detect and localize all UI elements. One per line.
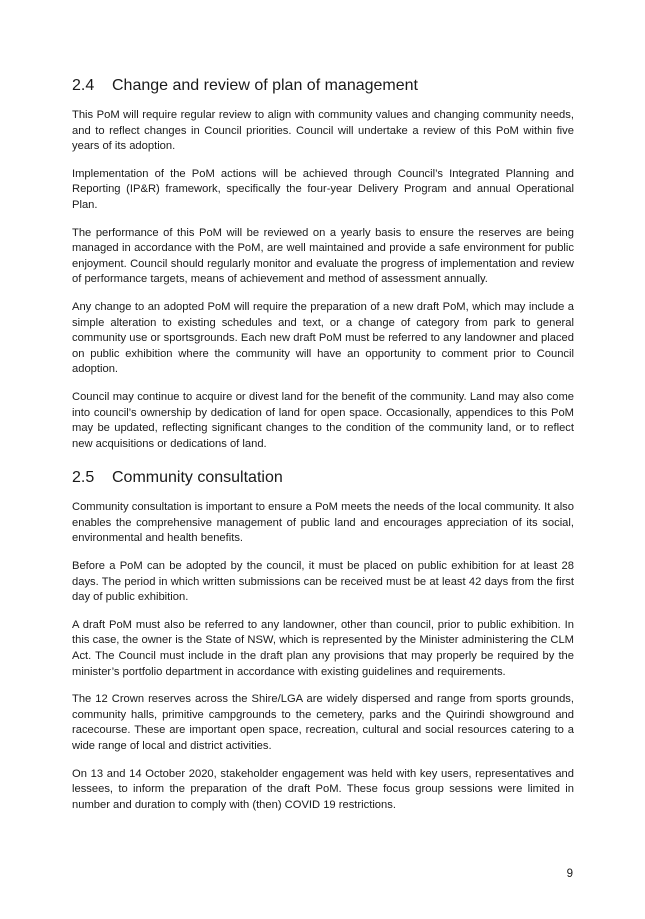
paragraph: A draft PoM must also be referred to any landowner, other than council, prior to public exhibition. In this case, the owner is the State of NSW, which is represented by the Minister administering the CLM Act. The Council must include in the draft plan any provisions that may properly be required by the minister’s portfolio department in accordance with existing guidelines and requirements.	[72, 618, 574, 678]
paragraph: This PoM will require regular review to align with community values and changing community needs, and to reflect changes in Council priorities. Council will undertake a review of this PoM within five years of its adoption.	[72, 109, 574, 153]
section-number: 2.4	[72, 77, 95, 94]
paragraph: The performance of this PoM will be reviewed on a yearly basis to ensure the reserves are being managed in accordance with the PoM, are well maintained and provide a safe environment for public enjoyment. Council should regularly monitor and evaluate the progress of implementation and review of performance targets, means of achievement and method of assessment annually.	[72, 226, 574, 286]
page-number: 9	[566, 868, 573, 880]
document-page	[72, 76, 574, 825]
paragraph: Before a PoM can be adopted by the council, it must be placed on public exhibition for at least 28 days. The period in which written submissions can be received must be at least 42 days from the first day of public exhibition.	[72, 560, 574, 604]
paragraph: Council may continue to acquire or divest land for the benefit of the community. Land may also come into council’s ownership by dedication of land for open space. Occasionally, appendices to this PoM may be updated, reflecting significant changes to the condition of the community land, or to reflect new acquisitions or dedications of land.	[72, 390, 574, 450]
paragraph: Implementation of the PoM actions will be achieved through Council’s Integrated Planning and Reporting (IP&R) framework, specifically the four-year Delivery Program and annual Operational Plan.	[72, 167, 574, 211]
paragraph: The 12 Crown reserves across the Shire/LGA are widely dispersed and range from sports grounds, community halls, primitive campgrounds to the cemetery, parks and the Quirindi showground and racecourse. These are important open space, recreation, cultural and social resources catering to a wide range of local and district activities.	[72, 693, 574, 752]
paragraph: Community consultation is important to ensure a PoM meets the needs of the local community. It also enables the comprehensive management of public land and encourages appreciation of its social, environmental and health benefits.	[72, 501, 574, 545]
section-heading-2-5	[72, 468, 574, 488]
section-heading-2-4	[72, 76, 574, 96]
paragraph: On 13 and 14 October 2020, stakeholder engagement was held with key users, representatives and lessees, to inform the preparation of the draft PoM. These focus group sessions were limited in number and duration to comply with (then) COVID 19 restrictions.	[72, 767, 574, 811]
section-title: Community consultation	[112, 469, 283, 487]
section-title: Change and review of plan of management	[112, 77, 418, 94]
paragraph: Any change to an adopted PoM will require the preparation of a new draft PoM, which may include a simple alteration to existing schedules and text, or a change of category from park to general community use or sportsgrounds. Each new draft PoM must be referred to any landowner and placed on public exhibition where the community will have an opportunity to comment prior to Council adoption.	[72, 300, 574, 376]
section-number: 2.5	[72, 469, 95, 487]
